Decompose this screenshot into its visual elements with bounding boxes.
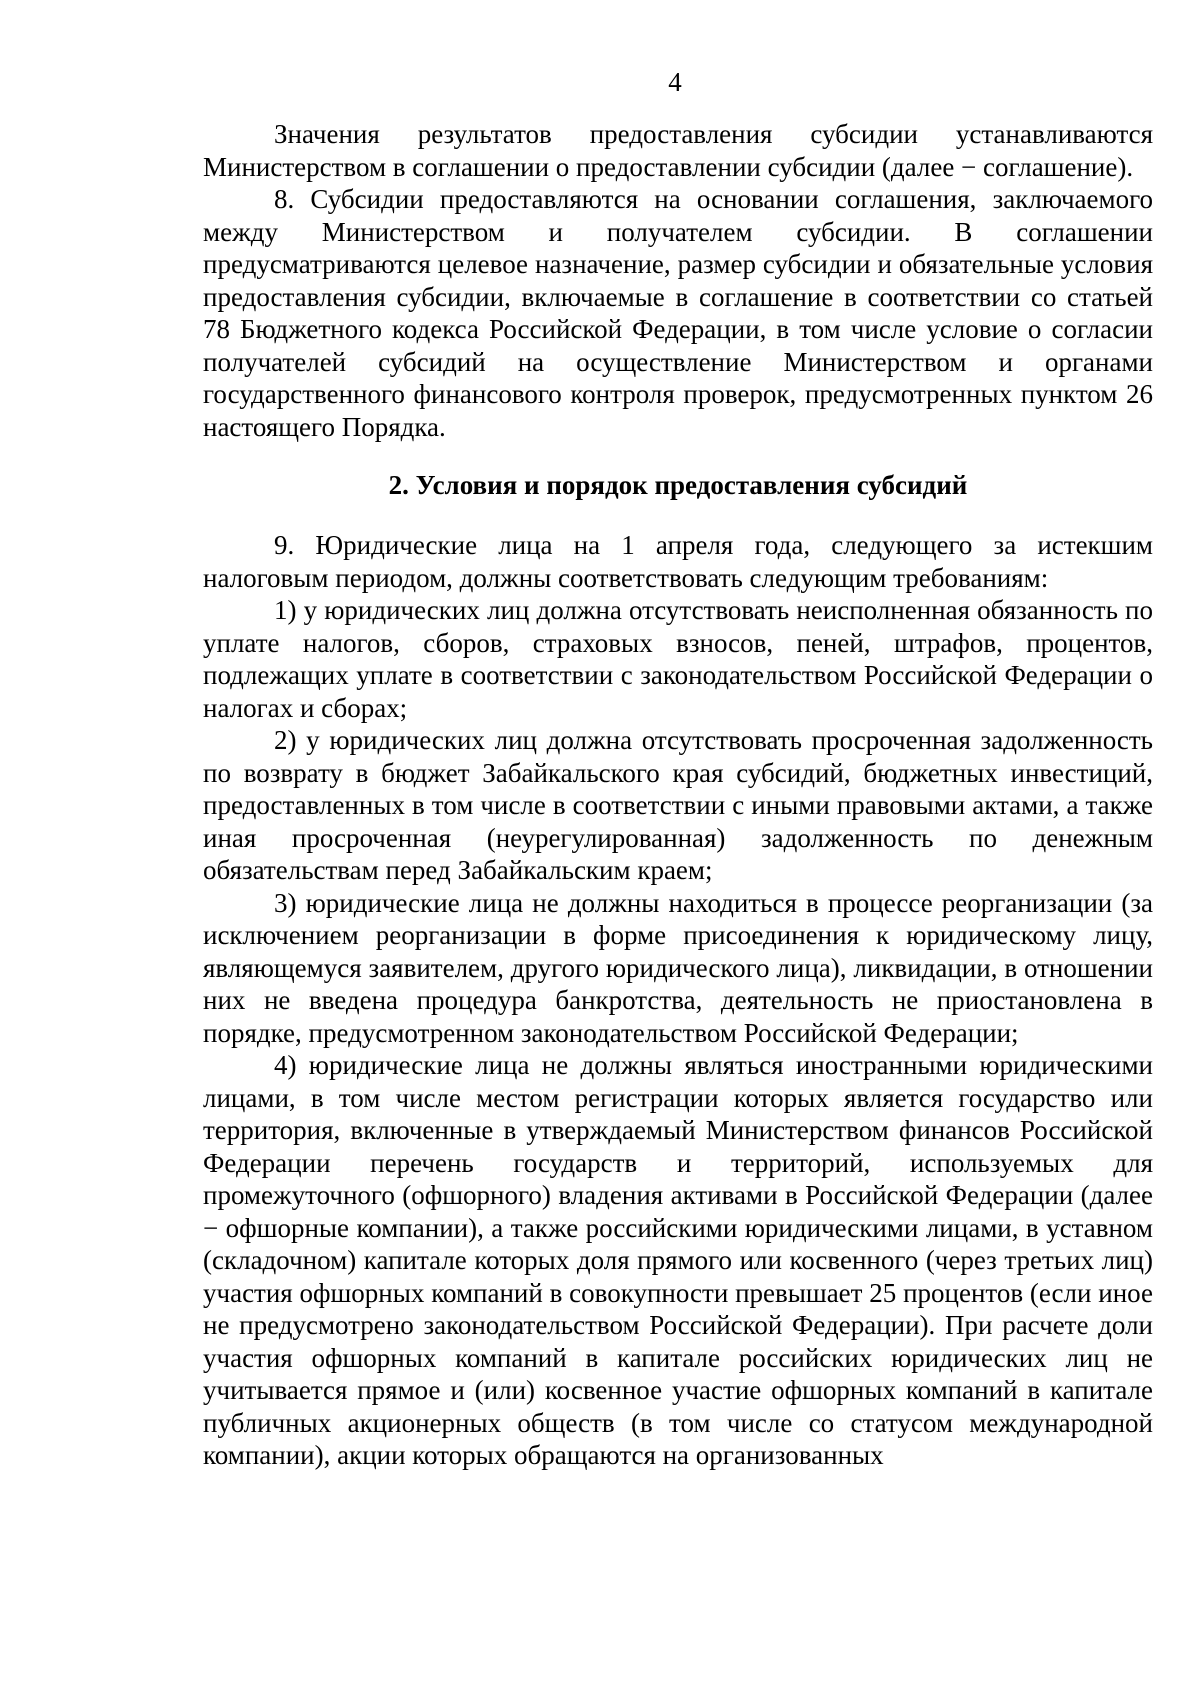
document-body <box>203 118 1153 1472</box>
paragraph-item-9: 9. Юридические лица на 1 апреля года, следующего за истекшим налоговым периодом, должны соответствовать следующим требованиям: <box>203 530 1153 593</box>
section-heading: 2. Условия и порядок предоставления субсидий <box>388 470 968 500</box>
paragraph-subitem-4: 4) юридические лица не должны являться иностранными юридическими лицами, в том числе местом регистрации которых является государство или территория, включенные в утверждаемый Министерством финансов Российской Федерации перечень государств и территорий, используемых для промежуточного (офшорного) владения активами в Российской Федерации (далее − офшорные компании), а также российскими юридическими лицами, в уставном (складочном) капитале которых доля прямого или косвенного (через третьих лиц) участия офшорных компаний в совокупности превышает 25 процентов (если иное не предусмотрено законодательством Российской Федерации). При расчете доли участия офшорных компаний в капитале российских юридических лиц не учитывается прямое и (или) косвенное участие офшорных компаний в капитале публичных акционерных обществ (в том числе со статусом международной компании), акции которых обращаются на организованных <box>203 1050 1153 1470</box>
paragraph-subitem-2: 2) у юридических лиц должна отсутствовать просроченная задолженность по возврату в бюджет Забайкальского края субсидий, бюджетных инвестиций, предоставленных в том числе в соответствии с иными правовыми актами, а также иная просроченная (неурегулированная) задолженность по денежным обязательствам перед Забайкальским краем; <box>203 725 1153 885</box>
paragraph-results-values: Значения результатов предоставления субсидии устанавливаются Министерством в соглашении о предоставлении субсидии (далее − соглашение). <box>203 119 1153 182</box>
page-number: 4 <box>668 67 682 97</box>
paragraph-subitem-1: 1) у юридических лиц должна отсутствовать неисполненная обязанность по уплате налогов, сборов, страховых взносов, пеней, штрафов, процентов, подлежащих уплате в соответствии с законодательством Российской Федерации о налогах и сборах; <box>203 595 1153 723</box>
paragraph-subitem-3: 3) юридические лица не должны находиться в процессе реорганизации (за исключением реорганизации в форме присоединения к юридическому лицу, являющемуся заявителем, другого юридического лица), ликвидации, в отношении них не введена процедура банкротства, деятельность не приостановлена в порядке, предусмотренном законодательством Российской Федерации; <box>203 887 1153 1048</box>
paragraph-item-8: 8. Субсидии предоставляются на основании соглашения, заключаемого между Министерством и получателем субсидии. В соглашении предусматриваются целевое назначение, размер субсидии и обязательные условия предоставления субсидии, включаемые в соглашение в соответствии со статьей 78 Бюджетного кодекса Российской Федерации, в том числе условие о согласии получателей субсидий на осуществление Министерством и органами государственного финансового контроля проверок, предусмотренных пунктом 26 настоящего Порядка. <box>203 184 1153 442</box>
